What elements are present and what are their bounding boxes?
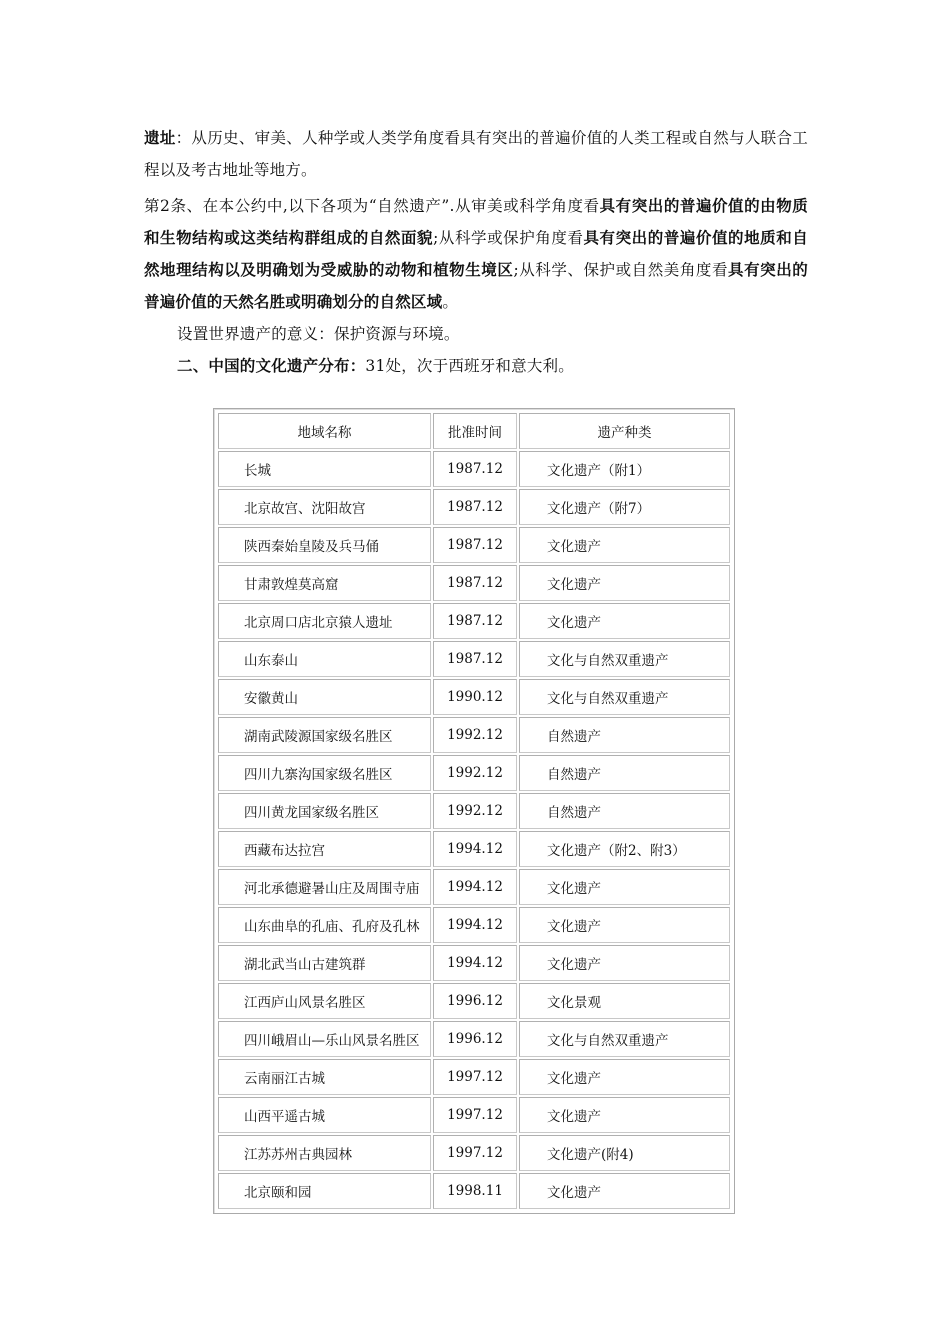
table-row [218,869,730,905]
cell-approval-date: 1996.12 [433,983,517,1019]
cell-region-name: 湖北武当山古建筑群 [218,945,431,981]
cell-heritage-type: 文化与自然双重遗产 [519,1021,730,1057]
cell-approval-date: 1998.11 [433,1173,517,1209]
heritage-table [216,411,732,1211]
cell-region-name: 长城 [218,451,431,487]
document-body [144,122,808,382]
cell-approval-date: 1987.12 [433,565,517,601]
cell-approval-date: 1987.12 [433,527,517,563]
cell-approval-date: 1994.12 [433,869,517,905]
cell-approval-date: 1994.12 [433,831,517,867]
header-approval-date: 批准时间 [433,413,517,449]
cell-heritage-type: 文化遗产 [519,565,730,601]
cell-region-name: 北京故宫、沈阳故宫 [218,489,431,525]
table-row [218,1097,730,1133]
cell-approval-date: 1994.12 [433,945,517,981]
cell-region-name: 北京周口店北京猿人遗址 [218,603,431,639]
cell-heritage-type: 文化遗产（附2、附3） [519,831,730,867]
table-row [218,793,730,829]
cell-heritage-type: 文化遗产 [519,527,730,563]
table-row [218,755,730,791]
cell-approval-date: 1992.12 [433,755,517,791]
cell-approval-date: 1997.12 [433,1135,517,1171]
term-ruins: 遗址 [144,128,176,147]
paragraph-article-2: 第2条、在本公约中,以下各项为“自然遗产”.从审美或科学角度看具有突出的普遍价值的由物质和生物结构或这类结构群组成的自然面貌;从科学或保护角度看具有突出的普遍价值的地质和自然地理结构以及明确划为受威胁的动物和植物生境区;从科学、保护或自然美角度看具有突出的普遍价值的天然名胜或明确划分的自然区域。 [144,196,809,311]
cell-heritage-type: 文化遗产 [519,1173,730,1209]
cell-region-name: 江苏苏州古典园林 [218,1135,431,1171]
cell-region-name: 甘肃敦煌莫高窟 [218,565,431,601]
header-heritage-type: 遗产种类 [519,413,730,449]
cell-region-name: 四川九寨沟国家级名胜区 [218,755,431,791]
cell-approval-date: 1996.12 [433,1021,517,1057]
table-row [218,907,730,943]
cell-region-name: 山东泰山 [218,641,431,677]
table-row [218,641,730,677]
cell-region-name: 四川黄龙国家级名胜区 [218,793,431,829]
paragraph-significance: 设置世界遗产的意义：保护资源与环境。 [177,325,460,343]
table-row [218,603,730,639]
cell-region-name: 江西庐山风景名胜区 [218,983,431,1019]
table-row [218,1059,730,1095]
cell-heritage-type: 文化与自然双重遗产 [519,641,730,677]
cell-region-name: 山东曲阜的孔庙、孔府及孔林 [218,907,431,943]
table-row [218,945,730,981]
cell-region-name: 河北承德避暑山庄及周围寺庙 [218,869,431,905]
cell-approval-date: 1997.12 [433,1097,517,1133]
table-row [218,1135,730,1171]
table-row [218,565,730,601]
cell-heritage-type: 自然遗产 [519,717,730,753]
cell-approval-date: 1990.12 [433,679,517,715]
cell-region-name: 云南丽江古城 [218,1059,431,1095]
cell-heritage-type: 文化遗产 [519,603,730,639]
table-row [218,1021,730,1057]
cell-heritage-type: 自然遗产 [519,793,730,829]
cell-approval-date: 1997.12 [433,1059,517,1095]
cell-region-name: 北京颐和园 [218,1173,431,1209]
cell-heritage-type: 文化遗产 [519,1097,730,1133]
header-region-name: 地域名称 [218,413,431,449]
heritage-table-frame [213,408,735,1214]
cell-region-name: 西藏布达拉宫 [218,831,431,867]
table-row [218,489,730,525]
table-row [218,717,730,753]
cell-approval-date: 1987.12 [433,641,517,677]
cell-heritage-type: 文化遗产 [519,869,730,905]
paragraph-ruins: 遗址：从历史、审美、人种学或人类学角度看具有突出的普遍价值的人类工程或自然与人联合工程以及考古地址等地方。 [144,128,808,179]
cell-approval-date: 1992.12 [433,793,517,829]
cell-approval-date: 1987.12 [433,603,517,639]
cell-region-name: 安徽黄山 [218,679,431,715]
cell-heritage-type: 自然遗产 [519,755,730,791]
cell-heritage-type: 文化遗产(附4) [519,1135,730,1171]
cell-heritage-type: 文化遗产 [519,1059,730,1095]
table-row [218,679,730,715]
cell-approval-date: 1992.12 [433,717,517,753]
cell-heritage-type: 文化与自然双重遗产 [519,679,730,715]
table-row [218,527,730,563]
cell-heritage-type: 文化景观 [519,983,730,1019]
section-heading-china-heritage: 二、中国的文化遗产分布：31处，次于西班牙和意大利。 [177,356,574,375]
cell-heritage-type: 文化遗产（附7） [519,489,730,525]
cell-region-name: 湖南武陵源国家级名胜区 [218,717,431,753]
table-row [218,831,730,867]
table-row [218,983,730,1019]
cell-approval-date: 1987.12 [433,451,517,487]
cell-region-name: 山西平遥古城 [218,1097,431,1133]
cell-heritage-type: 文化遗产（附1） [519,451,730,487]
cell-approval-date: 1987.12 [433,489,517,525]
table-row [218,451,730,487]
cell-heritage-type: 文化遗产 [519,945,730,981]
cell-heritage-type: 文化遗产 [519,907,730,943]
cell-approval-date: 1994.12 [433,907,517,943]
table-header-row [218,413,730,449]
table-row [218,1173,730,1209]
cell-region-name: 陕西秦始皇陵及兵马俑 [218,527,431,563]
cell-region-name: 四川峨眉山—乐山风景名胜区 [218,1021,431,1057]
